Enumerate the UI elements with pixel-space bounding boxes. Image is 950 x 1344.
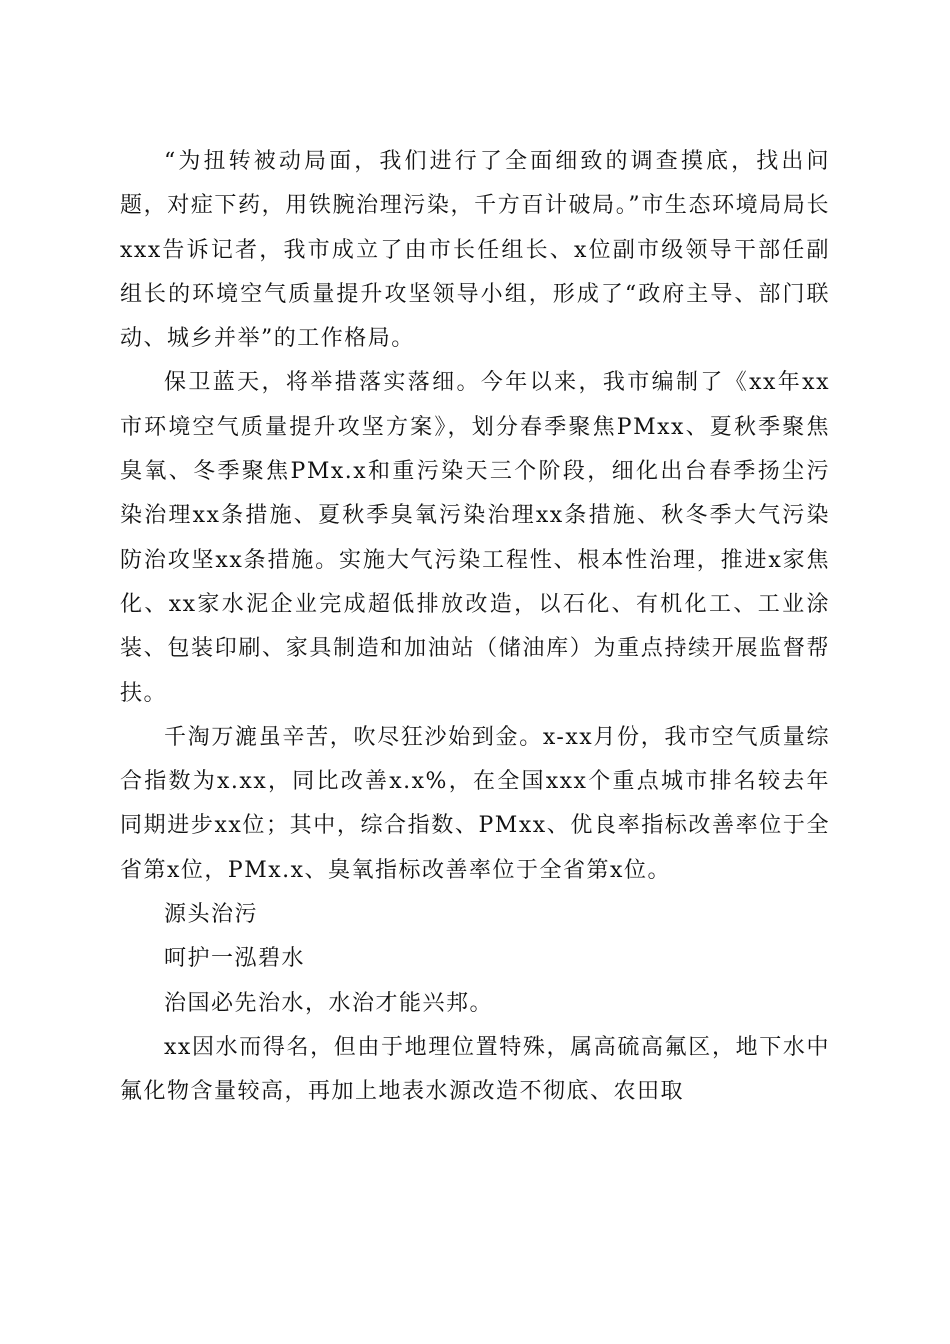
paragraph-5: xx因水而得名，但由于地理位置特殊，属高硫高氟区，地下水中氟化物含量较高，再加上地表水源改造不彻底、农田取 — [120, 1034, 830, 1105]
section-heading-line-1: 源头治污 — [164, 902, 259, 928]
paragraph-2: 保卫蓝天，将举措落实落细。今年以来，我市编制了《xx年xx市环境空气质量提升攻坚方案》，划分春季聚焦PMxx、夏秋季聚焦臭氧、冬季聚焦PMx.x和重污染天三个阶段，细化出台春季扬尘污染治理xx条措施、夏秋季臭氧污染治理xx条措施、秋冬季大气污染防治攻坚xx条措施。实施大气污染工程性、根本性治理，推进x家焦化、xx家水泥企业完成超低排放改造，以石化、有机化工、工业涂装、包装印刷、家具制造和加油站（储油库）为重点持续开展监督帮扶。 — [120, 370, 830, 706]
paragraph-1: “为扭转被动局面，我们进行了全面细致的调查摸底，找出问题，对症下药，用铁腕治理污染，千方百计破局。”市生态环境局局长xxx告诉记者，我市成立了由市长任组长、x位副市级领导干部任副组长的环境空气质量提升攻坚领导小组，形成了“政府主导、部门联动、城乡并举”的工作格局。 — [120, 149, 830, 352]
section-heading-line-2: 呵护一泓碧水 — [164, 946, 306, 972]
article-body — [120, 140, 830, 1115]
paragraph-4: 治国必先治水，水治才能兴邦。 — [164, 990, 494, 1016]
paragraph-3: 千淘万漉虽辛苦，吹尽狂沙始到金。x-xx月份，我市空气质量综合指数为x.xx，同比改善x.x%，在全国xxx个重点城市排名较去年同期进步xx位；其中，综合指数、PMxx、优良率指标改善率位于全省第x位，PMx.x、臭氧指标改善率位于全省第x位。 — [120, 724, 830, 883]
